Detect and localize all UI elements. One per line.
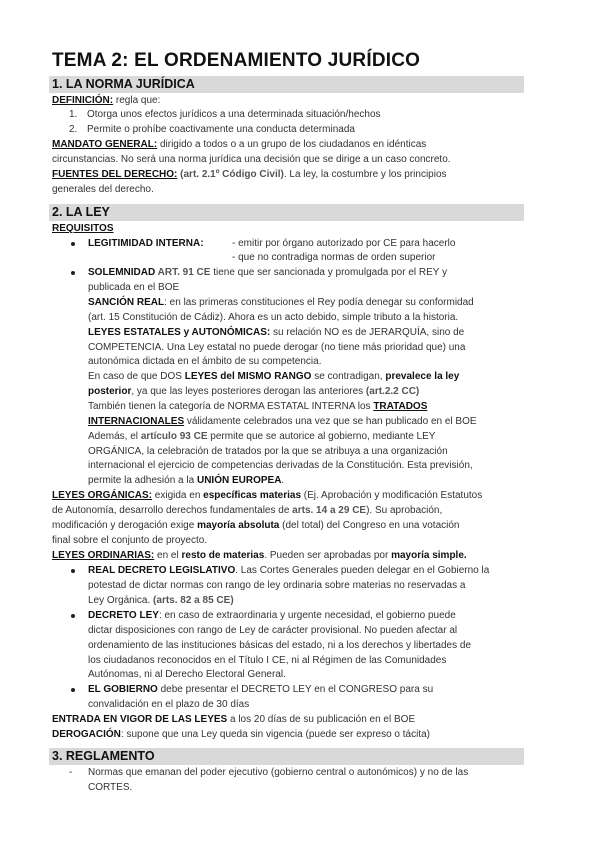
- text-span: LEYES del MISMO RANGO: [184, 371, 312, 382]
- text-line: los ciudadanos reconocidos en el Título I CE, ni al Régimen de las Comunidades: [88, 655, 447, 666]
- bullet-icon: [71, 614, 75, 618]
- fuentes-line: [52, 169, 447, 181]
- gobierno-text: debe presentar el DECRETO LEY en el CONGRESO para su: [157, 684, 434, 695]
- leyes-ordinarias-label: LEYES ORDINARIAS:: [52, 550, 155, 561]
- text-span: arts. 14 a 29 CE: [292, 505, 367, 516]
- text-span: modificación y derogación exige: [52, 520, 198, 531]
- list-number: 1.: [69, 109, 78, 120]
- fuentes-label: FUENTES DEL DERECHO:: [52, 169, 178, 180]
- bullet-icon: [71, 688, 75, 692]
- list-number: 2.: [69, 124, 78, 135]
- vigor-label: ENTRADA EN VIGOR DE LAS LEYES: [52, 714, 228, 725]
- text-span: válidamente celebrados una vez que se han publicado en el BOE: [184, 416, 477, 427]
- text-span: exigida en: [152, 490, 204, 501]
- decreto-ley-label: DECRETO LEY: [88, 610, 159, 621]
- fuentes-ref: (art. 2.1º Código Civil): [177, 169, 284, 180]
- vigor-text: a los 20 días de su publicación en el BOE: [227, 714, 416, 725]
- bullet-icon: [71, 242, 75, 246]
- text-span: También tienen la categoría de NORMA ESTATAL INTERNA los: [88, 401, 374, 412]
- text-span: (Ej. Aprobación y modificación Estatutos: [301, 490, 483, 501]
- text-line: - que no contradiga normas de orden superior: [232, 252, 436, 263]
- legitimidad-label: LEGITIMIDAD INTERNA:: [88, 238, 204, 249]
- text-line: circunstancias. No será una norma jurídica una decisión que se dirige a un caso concreto.: [52, 154, 451, 165]
- decreto-ley-text: : en caso de extraordinaria y urgente necesidad, el gobierno puede: [158, 610, 456, 621]
- sancion-line: [88, 297, 474, 309]
- text-line: ORGÁNICA, la celebración de tratados por la que se atribuya a una organización: [88, 446, 448, 457]
- bullet-icon: [71, 569, 75, 573]
- leyes-organicas-label: LEYES ORGÁNICAS:: [52, 490, 153, 501]
- mandato-label: MANDATO GENERAL:: [52, 139, 158, 150]
- tratados-line-2: [88, 416, 477, 428]
- text-line: (art. 15 Constitución de Cádiz). Ahora es un acto debido, simple tributo a la historia.: [88, 312, 459, 323]
- section-heading-text: 3. REGLAMENTO: [52, 749, 155, 763]
- text-span: UNIÓN EUROPEA: [196, 475, 282, 486]
- rango-line: [88, 371, 459, 383]
- solemnidad-label: SOLEMNIDAD: [88, 267, 156, 278]
- rdl-label: REAL DECRETO LEGISLATIVO: [88, 565, 236, 576]
- text-line: CORTES.: [88, 782, 133, 793]
- rdl-line: [88, 565, 489, 577]
- leyes-ordinarias-line: [52, 550, 467, 562]
- text-span: (del total) del Congreso en una votación: [279, 520, 460, 531]
- sancion-label: SANCIÓN REAL: [88, 297, 165, 308]
- text-span: mayoría absoluta: [197, 520, 280, 531]
- text-span: . Pueden ser aprobadas por: [264, 550, 392, 561]
- text-line: publicada en el BOE: [88, 282, 180, 293]
- definicion-label: DEFINICIÓN:: [52, 95, 114, 106]
- text-span: .: [281, 475, 285, 486]
- text-line: generales del derecho.: [52, 184, 154, 195]
- text-span: INTERNACIONALES: [88, 416, 185, 427]
- text-span: TRATADOS: [373, 401, 428, 412]
- text-line: ordenamiento de las instituciones básicas del estado, ni a los derechos y libertades de: [88, 640, 472, 651]
- solemnidad-line: [88, 267, 447, 279]
- text-span: resto de materias: [181, 550, 265, 561]
- text-line: Normas que emanan del poder ejecutivo (gobierno central o autonómicos) y no de las: [88, 767, 469, 778]
- text-span: en el: [154, 550, 182, 561]
- text-line: final sobre el conjunto de proyecto.: [52, 535, 208, 546]
- mandato-line: [52, 139, 426, 151]
- section-heading-text: 1. LA NORMA JURÍDICA: [52, 77, 195, 91]
- decreto-ley-line: [88, 610, 456, 622]
- section-heading-ley: [49, 204, 524, 221]
- bullet-icon: [71, 271, 75, 275]
- text-span: permite que se autorice al gobierno, mediante LEY: [207, 431, 436, 442]
- text-span: , ya que las leyes posteriores derogan las anteriores: [131, 386, 366, 397]
- text-line: dictar disposiciones con rango de Ley de carácter provisional. No pueden afectar al: [88, 625, 458, 636]
- text-span: Ley Orgánica.: [88, 595, 154, 606]
- section-heading-norma: [49, 76, 524, 93]
- text-span: (art.2.2 CC): [365, 386, 420, 397]
- definicion-text: regla que:: [113, 95, 161, 106]
- text-span: (arts. 82 a 85 CE): [153, 595, 234, 606]
- leyes-estatales-line: [88, 327, 464, 339]
- list-item: Permite o prohíbe coactivamente una conducta determinada: [87, 124, 355, 135]
- ue-line-4: [88, 475, 284, 487]
- leyes-estatales-label: LEYES ESTATALES y AUTONÓMICAS:: [88, 327, 271, 338]
- text-span: ). Su aprobación,: [366, 505, 443, 516]
- sancion-text: : en las primeras constituciones el Rey podía denegar su conformidad: [164, 297, 474, 308]
- derogacion-text: : supone que una Ley queda sin vigencia (puede ser expreso o tácita): [120, 729, 431, 740]
- gobierno-line: [88, 684, 433, 696]
- text-line: autonómica dictada en el ámbito de su competencia.: [88, 356, 322, 367]
- mandato-text: dirigido a todos o a un grupo de los ciudadanos en idénticas: [157, 139, 427, 150]
- text-span: artículo 93 CE: [140, 431, 208, 442]
- leyes-organicas-line-3: [52, 520, 459, 532]
- ue-line: [88, 431, 435, 443]
- text-span: Además, el: [88, 431, 141, 442]
- leyes-organicas-line-2: [52, 505, 442, 517]
- text-span: posterior: [88, 386, 132, 397]
- derogacion-label: DEROGACIÓN: [52, 729, 121, 740]
- vigor-line: [52, 714, 415, 726]
- text-span: mayoría simple.: [391, 550, 467, 561]
- list-item: Otorga unos efectos jurídicos a una determinada situación/hechos: [87, 109, 381, 120]
- text-line: Autónomas, ni al Derecho Electoral General.: [88, 669, 286, 680]
- text-span: específicas materias: [203, 490, 302, 501]
- fuentes-text: . La ley, la costumbre y los principios: [283, 169, 447, 180]
- definicion-line: [52, 95, 160, 107]
- rango-line-2: [88, 386, 419, 398]
- text-line: internacional el ejercicio de competencias derivadas de la Constitución. Esta previsión,: [88, 460, 473, 471]
- text-span: prevalece la ley: [385, 371, 460, 382]
- tratados-line: [88, 401, 427, 413]
- text-span: permite la adhesión a la: [88, 475, 197, 486]
- text-span: se contradigan,: [311, 371, 386, 382]
- requisitos-heading: REQUISITOS: [52, 223, 114, 234]
- text-span: de Autonomía, desarrollo derechos fundamentales de: [52, 505, 293, 516]
- text-span: En caso de que DOS: [88, 371, 185, 382]
- gobierno-label: EL GOBIERNO: [88, 684, 158, 695]
- text-line: convalidación en el plazo de 30 días: [88, 699, 250, 710]
- derogacion-line: [52, 729, 430, 741]
- rdl-line-3: [88, 595, 234, 607]
- rdl-text: . Las Cortes Generales pueden delegar en el Gobierno la: [235, 565, 490, 576]
- section-heading-text: 2. LA LEY: [52, 205, 110, 219]
- text-line: - emitir por órgano autorizado por CE para hacerlo: [232, 238, 456, 249]
- solemnidad-text: tiene que ser sancionada y promulgada por el REY y: [210, 267, 448, 278]
- dash-bullet: -: [69, 767, 73, 778]
- page-title: TEMA 2: EL ORDENAMIENTO JURÍDICO: [52, 50, 421, 71]
- leyes-estatales-text: su relación NO es de JERARQUÍA, sino de: [270, 327, 465, 338]
- section-heading-reglamento: [49, 748, 524, 765]
- leyes-organicas-line: [52, 490, 482, 502]
- text-line: potestad de dictar normas con rango de ley ordinaria sobre materias no reservadas a: [88, 580, 466, 591]
- solemnidad-ref: ART. 91 CE: [155, 267, 211, 278]
- text-line: COMPETENCIA. Una Ley estatal no puede derogar (no tiene más prioridad que) una: [88, 342, 466, 353]
